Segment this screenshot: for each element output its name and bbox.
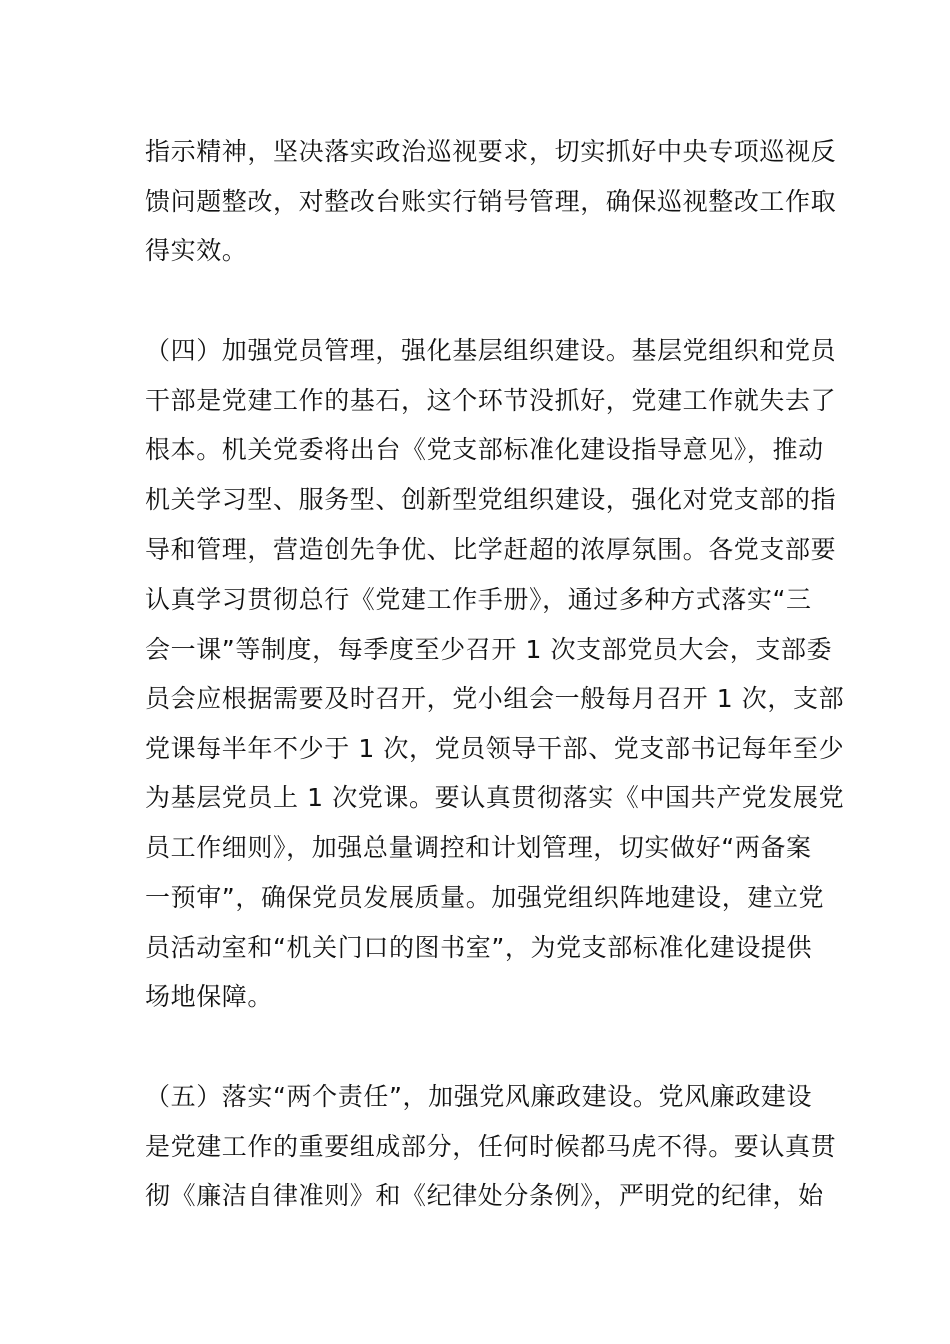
text-line: 员会应根据需要及时召开，党小组会一般每月召开 1 次，支部: [145, 684, 845, 713]
text-line: 彻《廉洁自律准则》和《纪律处分条例》，严明党的纪律，始: [145, 1181, 824, 1210]
text-line: （五）落实“两个责任”，加强党风廉政建设。党风廉政建设: [145, 1082, 813, 1111]
text-line: 员工作细则》，加强总量调控和计划管理，切实做好“两备案: [145, 833, 812, 862]
text-line: 员活动室和“机关门口的图书室”，为党支部标准化建设提供: [145, 933, 813, 962]
text-line: 得实效。: [145, 236, 248, 265]
text-line: 馈问题整改，对整改台账实行销号管理，确保巡视整改工作取: [145, 187, 837, 216]
text-line: 认真学习贯彻总行《党建工作手册》，通过多种方式落实“三: [145, 585, 812, 614]
text-line: 根本。机关党委将出台《党支部标准化建设指导意见》，推动: [145, 435, 824, 464]
text-line: 导和管理，营造创先争优、比学赶超的浓厚氛围。各党支部要: [145, 535, 837, 564]
text-line: 党课每半年不少于 1 次，党员领导干部、党支部书记每年至少: [145, 734, 845, 763]
text-line: 机关学习型、服务型、创新型党组织建设，强化对党支部的指: [145, 485, 837, 514]
text-line: 指示精神，坚决落实政治巡视要求，切实抓好中央专项巡视反: [145, 137, 837, 166]
text-line: 场地保障。: [145, 982, 274, 1011]
text-line: 干部是党建工作的基石，这个环节没抓好，党建工作就失去了: [145, 386, 837, 415]
text-line: 会一课”等制度，每季度至少召开 1 次支部党员大会，支部委: [145, 635, 833, 664]
text-line: （四）加强党员管理，强化基层组织建设。基层党组织和党员: [145, 336, 837, 365]
text-line: 是党建工作的重要组成部分，任何时候都马虎不得。要认真贯: [145, 1132, 837, 1161]
text-line: 为基层党员上 1 次党课。要认真贯彻落实《中国共产党发展党: [145, 783, 845, 812]
text-line: 一预审”，确保党员发展质量。加强党组织阵地建设，建立党: [145, 883, 825, 912]
